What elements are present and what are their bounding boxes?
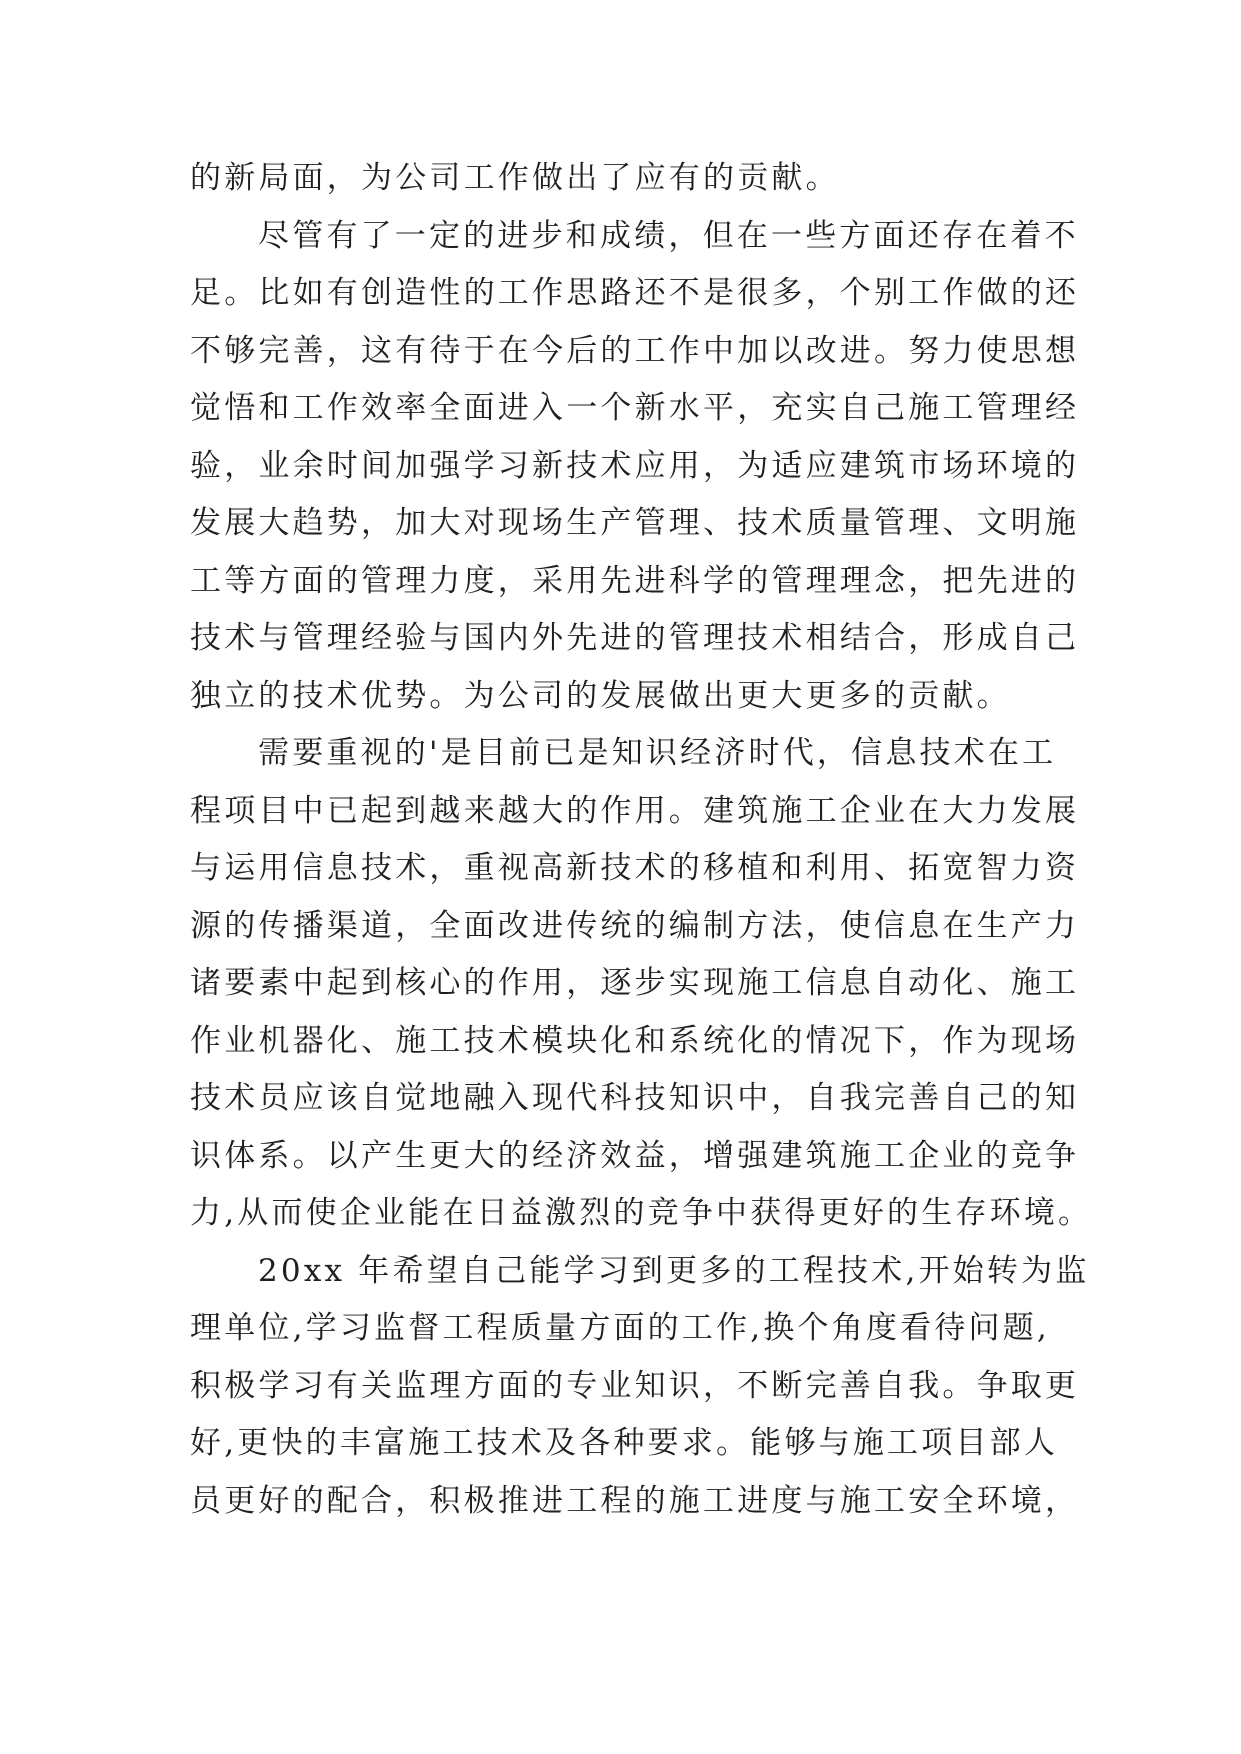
text-line: 验，业余时间加强学习新技术应用，为适应建筑市场环境的 (190, 447, 1080, 484)
text-line: 与运用信息技术，重视高新技术的移植和利用、拓宽智力资 (190, 850, 1080, 886)
text-line: 工等方面的管理力度，采用先进科学的管理理念，把先进的 (190, 562, 1080, 599)
text-line: 足。比如有创造性的工作思路还不是很多，个别工作做的还 (190, 275, 1080, 311)
text-line: 作业机器化、施工技术模块化和系统化的情况下，作为现场 (190, 1022, 1080, 1059)
text-line: 源的传播渠道，全面改进传统的编制方法，使信息在生产力 (190, 907, 1080, 944)
text-line: 不够完善，这有待于在今后的工作中加以改进。努力使思想 (190, 332, 1080, 369)
text-line: 好,更快的丰富施工技术及各种要求。能够与施工项目部人 (190, 1425, 1059, 1461)
text-line: 识体系。以产生更大的经济效益，增强建筑施工企业的竞争 (190, 1137, 1080, 1174)
text-line: 觉悟和工作效率全面进入一个新水平，充实自己施工管理经 (190, 390, 1080, 426)
text-line: 员更好的配合，积极推进工程的施工进度与施工安全环境， (190, 1482, 1080, 1519)
text-line: 发展大趋势，加大对现场生产管理、技术质量管理、文明施 (190, 505, 1080, 541)
paragraph-first-line: 20xx 年希望自己能学习到更多的工程技术,开始转为监 (258, 1252, 1090, 1289)
text-line: 独立的技术优势。为公司的发展做出更大更多的贡献。 (190, 677, 1011, 714)
paragraph-first-line: 尽管有了一定的进步和成绩，但在一些方面还存在着不 (258, 217, 1079, 254)
text-line: 积极学习有关监理方面的专业知识，不断完善自我。争取更 (190, 1367, 1080, 1404)
text-line: 技术与管理经验与国内外先进的管理技术相结合，形成自己 (190, 620, 1080, 656)
text-line: 诸要素中起到核心的作用，逐步实现施工信息自动化、施工 (190, 965, 1080, 1001)
text-line: 力,从而使企业能在日益激烈的竞争中获得更好的生存环境。 (190, 1195, 1093, 1231)
text-line: 的新局面，为公司工作做出了应有的贡献。 (190, 160, 840, 196)
text-line: 技术员应该自觉地融入现代科技知识中，自我完善自己的知 (190, 1080, 1080, 1116)
text-line: 程项目中已起到越来越大的作用。建筑施工企业在大力发展 (190, 792, 1080, 829)
text-line: 理单位,学习监督工程质量方面的工作,换个角度看待问题, (190, 1310, 1050, 1346)
paragraph-first-line: 需要重视的'是目前已是知识经济时代，信息技术在工 (258, 735, 1057, 771)
document-body (190, 150, 1093, 1530)
